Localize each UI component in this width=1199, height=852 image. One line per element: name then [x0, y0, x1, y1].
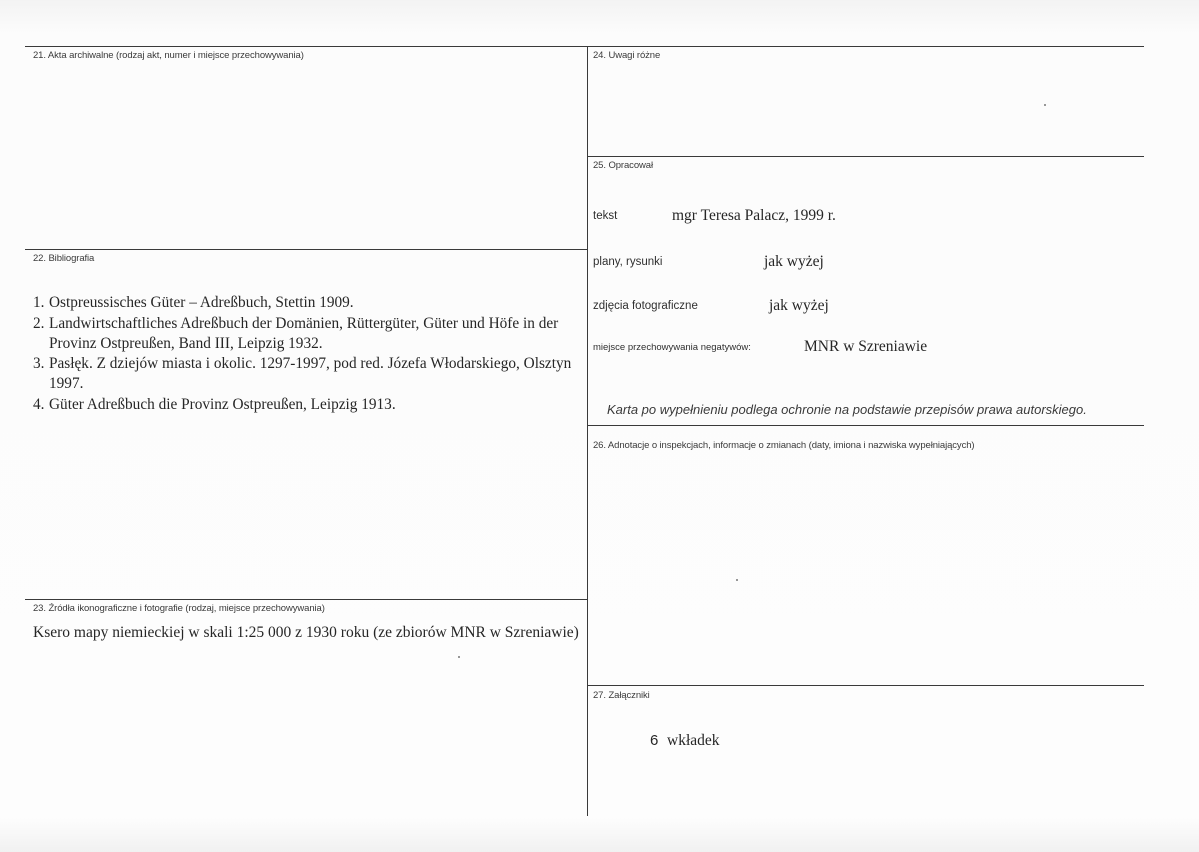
rule-26: [587, 425, 1144, 426]
section-23-content: Ksero mapy niemieckiej w skali 1:25 000 z 1930 roku (ze zbiorów MNR w Szreniawie): [33, 624, 579, 641]
bibliography-item-text: Güter Adreßbuch die Provinz Ostpreußen, Leipzig 1913.: [49, 395, 396, 413]
negatywy-value: MNR w Szreniawie: [804, 338, 928, 355]
bibliography-item: [33, 314, 578, 354]
plany-value: jak wyżej: [764, 253, 824, 270]
section-26-label: 26. Adnotacje o inspekcjach, informacje o zmianach (daty, imiona i nazwiska wypełniających): [593, 440, 975, 451]
bibliography-list: [33, 293, 578, 415]
bibliography-item: [33, 293, 578, 313]
bibliography-item-number: 4.: [33, 395, 45, 413]
rule-23: [25, 599, 587, 600]
bibliography-item-text: Landwirtschaftliches Adreßbuch der Domänien, Rüttergüter, Güter und Höfe in der Provinz Ostpreußen, Band III, Leipzig 1932.: [49, 314, 559, 352]
bibliography-item: [33, 354, 578, 394]
bibliography-item-number: 3.: [33, 355, 45, 372]
zdjecia-value: jak wyżej: [769, 297, 829, 314]
bibliography-item-number: 2.: [33, 314, 45, 332]
bibliography-item-text: Ostpreussisches Güter – Adreßbuch, Stettin 1909.: [49, 294, 354, 311]
section-23-label: 23. Źródła ikonograficzne i fotografie (rodzaj, miejsce przechowywania): [33, 603, 325, 614]
section-21-label: 21. Akta archiwalne (rodzaj akt, numer i miejsce przechowywania): [33, 50, 304, 61]
copyright-note: Karta po wypełnieniu podlega ochronie na podstawie przepisów prawa autorskiego.: [607, 402, 1087, 417]
section-22-label: 22. Bibliografia: [33, 253, 95, 264]
rule-22: [25, 249, 587, 250]
attachments-count: 6: [650, 732, 659, 749]
plany-label: plany, rysunki: [593, 256, 663, 268]
scan-speck: [736, 579, 738, 581]
top-rule: [25, 46, 1144, 47]
section-27-label: 27. Załączniki: [593, 690, 650, 701]
scan-speck: [458, 656, 460, 658]
tekst-value: mgr Teresa Palacz, 1999 r.: [672, 207, 836, 224]
bibliography-item-number: 1.: [33, 294, 45, 311]
rule-25: [587, 156, 1144, 157]
tekst-label: tekst: [593, 210, 618, 222]
negatywy-label: miejsce przechowywania negatywów:: [593, 342, 751, 353]
section-25-label: 25. Opracował: [593, 160, 653, 171]
column-divider: [587, 46, 588, 816]
scan-speck: [1044, 104, 1046, 106]
rule-27: [587, 685, 1144, 686]
zdjecia-label: zdjęcia fotograficzne: [593, 300, 698, 312]
section-24-label: 24. Uwagi różne: [593, 50, 661, 61]
attachments-unit: wkładek: [667, 732, 720, 749]
bibliography-item: [33, 395, 578, 415]
bibliography-item-text: Pasłęk. Z dziejów miasta i okolic. 1297-1997, pod red. Józefa Włodarskiego, Olsztyn 1997.: [49, 355, 572, 392]
